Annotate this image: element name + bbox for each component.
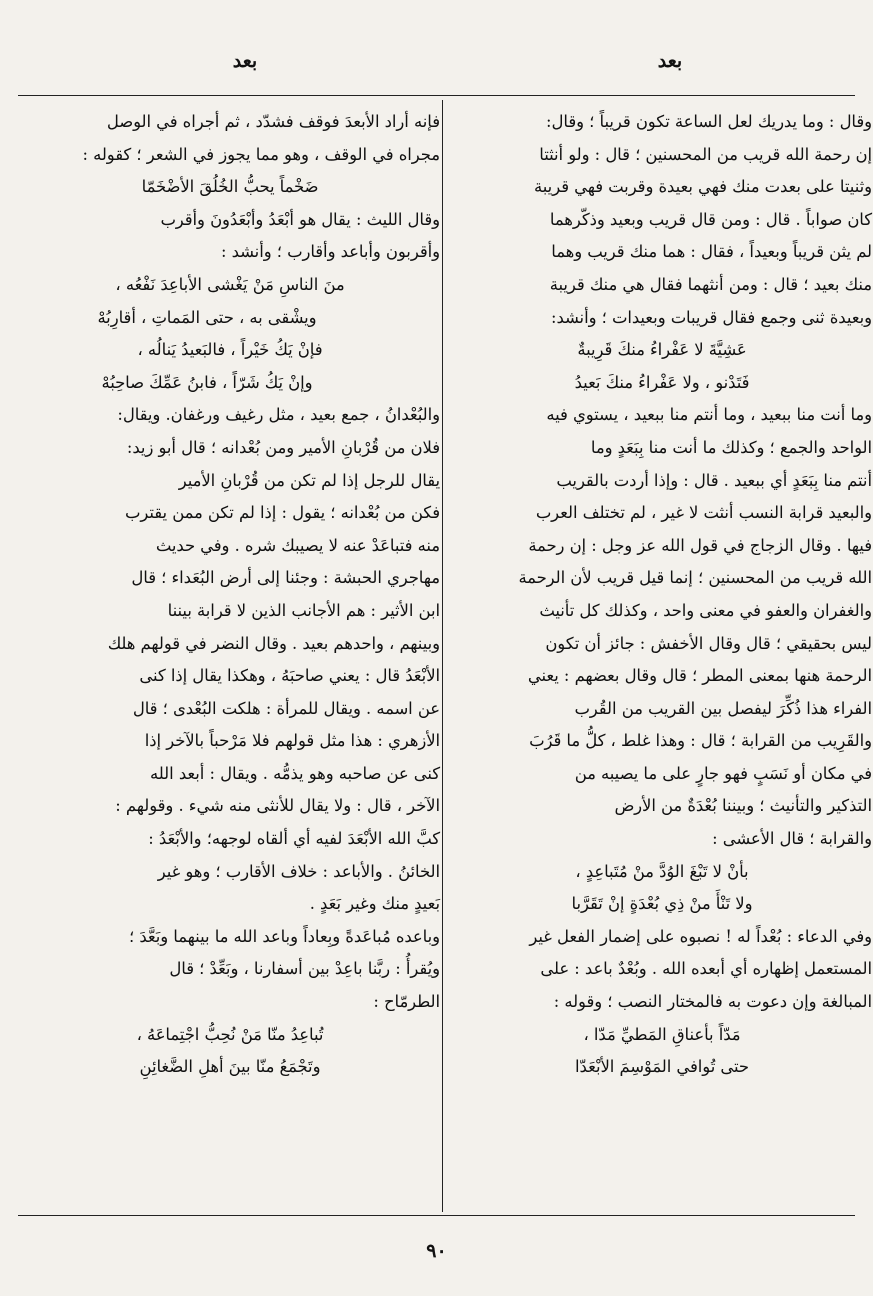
verse-line: مَدّاً بأعناقِ المَطيِّ مَدّا ،	[583, 1024, 741, 1044]
text-line: الواحد والجمع ؛ وكذلك ما أنت منا بِبَعَدٍ وما	[590, 437, 872, 457]
verse-line: وإنْ يَكُ شَرّاً ، فابنُ عَمِّكَ صاحِبُهْ	[101, 372, 313, 392]
verse-line: تُباعِدُ منّا مَنْ نُحِبُّ اجْتِماعَهُ ،	[136, 1024, 324, 1044]
text-line: الأبْعَدُ قال : يعني صاحبَهُ ، وهكذا يقال إذا كنى	[139, 666, 440, 686]
text-line: ابن الأثير : هم الأجانب الذين لا قرابة بيننا	[167, 600, 440, 620]
verse-line: منَ الناسِ مَنْ يَغْشى الأباعِدَ نَفْعُه ،	[115, 274, 345, 294]
text-line: ليس بحقيقي ؛ قال وقال الأخفش : جائز أن تكون	[545, 633, 872, 653]
footer-rule	[18, 1215, 855, 1216]
left-column	[20, 106, 440, 1084]
verse-line: بأنْ لا تَبْغَ الوُدَّ منْ مُتَباعِدٍ ،	[575, 861, 749, 881]
text-line: المبالغة وإن دعوت به فالمختار النصب ؛ وقوله :	[553, 992, 872, 1012]
text-line: والقرابة ؛ قال الأعشى :	[712, 829, 872, 849]
header-rule	[18, 95, 855, 96]
text-line: والبعيد قرابة النسب أنثت لا غير ، لم تختلف العرب	[535, 503, 872, 523]
text-line: الخائنُ . والأباعد : خلاف الأقارب ؛ وهو غير	[157, 861, 440, 881]
text-line: فيها . وقال الزجاج في قول الله عز وجل : إن رحمة	[528, 535, 872, 555]
text-line: كان صواباً . قال : ومن قال قريب وبعيد وذكّرهما	[549, 209, 872, 229]
text-line: وبعيدة ثنى وجمع فقال قريبات وبعيدات ؛ وأنشد:	[551, 307, 872, 327]
text-line: الرحمة هنها بمعنى المطر ؛ قال وقال بعضهم : يعني	[527, 666, 872, 686]
running-header-right: بعد	[657, 50, 683, 72]
verse-line: ولا تَنْأَ منْ ذِي بُعْدَةٍ إنْ تَقَرَّبا	[571, 894, 753, 914]
text-line: لم يثن قريباً وبعيداً ، فقال : هما منك قريب وهما	[551, 242, 872, 262]
text-line: الطرمّاح :	[373, 992, 440, 1012]
text-line: التذكير والتأنيث ؛ وبيننا بُعْدَةٌ من الأرض	[614, 796, 872, 816]
text-line: وثنيتا على بعدت منك فهي بعيدة وقربت فهي قريبة	[534, 177, 872, 197]
text-line: فلان من قُرْبانِ الأمير ومن بُعْدانه ؛ قال أبو زيد:	[126, 437, 440, 457]
text-line: الله قريب من المحسنين ؛ إنما قيل قريب لأن الرحمة	[518, 568, 872, 588]
text-line: الفراء هذا ذُكِّرَ ليفصل بين القريب من القُرب	[574, 698, 872, 718]
text-line: وبينهم ، واحدهم بعيد . وقال النضر في قولهم هلك	[107, 633, 440, 653]
text-line: وما أنت منا ببعيد ، وما أنتم منا ببعيد ، يستوي فيه	[546, 405, 872, 425]
text-line: مهاجري الحبشة : وجئنا إلى أرض البُعَداء ؛ قال	[131, 568, 440, 588]
text-line: عن اسمه . ويقال للمرأة : هلكت البُعْدى ؛ قال	[132, 698, 440, 718]
text-line: إن رحمة الله قريب من المحسنين ؛ قال : ولو أنثتا	[539, 144, 872, 164]
running-header-left: بعد	[232, 50, 258, 72]
text-line: مجراه في الوقف ، وهو مما يجوز في الشعر ؛ كقوله :	[82, 144, 440, 164]
text-line: بَعيدٍ منك وغير بَعَدٍ .	[309, 894, 440, 914]
text-line: يقال للرجل إذا لم تكن من قُرْبانِ الأمير	[178, 470, 440, 490]
text-line: وباعده مُباعَدةً وبِعاداً وباعد الله ما بينهما وبَعَّدَ ؛	[128, 926, 440, 946]
text-line: فإنه أراد الأبعدَ فوقف فشدّد ، ثم أجراه في الوصل	[106, 112, 440, 131]
text-line: ويُقرأُ : ربَّنا باعِدْ بين أسفارنا ، وبَعِّدْ ؛ قال	[169, 959, 440, 979]
verse-line: حتى تُوافي المَوْسِمَ الأبْعَدّا	[575, 1057, 749, 1077]
verse-line: وتَجْمَعُ منّا بينَ أهلِ الضَّغائِنِ	[139, 1057, 321, 1077]
text-line: فكن من بُعْدانه ؛ يقول : إذا لم تكن ممن يقترب	[125, 503, 440, 523]
right-column	[452, 106, 872, 1084]
verse-line: فَتَدْنو ، ولا عَفْراءُ منكَ بَعيدُ	[574, 372, 750, 392]
text-line: والقَرِيب من القرابة ؛ قال : وهذا غلط ، كلُّ ما قَرُبَ	[529, 731, 872, 751]
text-line: الأزهري : هذا مثل قولهم فلا مَرْحباً بالآخر إذا	[144, 731, 440, 751]
text-line: وقال الليث : يقال هو أبْعَدُ وأبْعَدُونَ وأقرب	[160, 209, 440, 229]
text-line: منه فتباعَدْ عنه لا يصيبك شره . وفي حديث	[155, 535, 440, 555]
text-line: والغفران والعفو في معنى واحد ، وكذلك كل تأنيث	[539, 600, 872, 620]
text-line: وفي الدعاء : بُعْداً له ! نصبوه على إضمار الفعل غير	[529, 926, 872, 946]
text-line: المستعمل إظهاره أي أبعده الله . وبُعْدٌ باعد : على	[540, 959, 872, 979]
column-divider	[442, 100, 443, 1212]
page-number: ٩٠	[426, 1240, 447, 1262]
text-line: منك بعيد ؛ قال : ومن أنثهما فقال هي منك قريبة	[549, 274, 872, 294]
text-line: والبُعْدانُ ، جمع بعيد ، مثل رغيف ورغفان. ويقال:	[117, 405, 440, 425]
text-line: في مكان أو نَسَبٍ فهو جارٍ على ما يصيبه من	[574, 763, 872, 783]
verse-line: فإنْ يَكُ خَيْراً ، فالبَعيدُ يَنالُه ،	[137, 340, 323, 360]
text-line: وأقربون وأباعد وأقارب ؛ وأنشد :	[220, 242, 440, 262]
verse-line: ويشْقى به ، حتى المَماتِ ، أقارِبُهْ	[97, 307, 317, 327]
verse-line: عَشِيَّةَ لا عَفْراءُ منكَ قَرِيبةٌ	[577, 340, 747, 360]
text-line: وقال : وما يدريك لعل الساعة تكون قريباً ؛ وقال:	[546, 112, 872, 131]
text-line: الآخر ، قال : ولا يقال للأنثى منه شيء . وقولهم :	[115, 796, 440, 816]
text-line: كبَّ الله الأبْعَدَ لفيه أي ألقاه لوجهه؛ والأبْعَدُ :	[148, 829, 440, 849]
text-line: أنتم منا بِبَعَدٍ أي ببعيد . قال : وإذا أردت بالقريب	[556, 470, 872, 490]
text-line: كنى عن صاحبه وهو يذمُّه . ويقال : أبعد الله	[150, 763, 440, 783]
verse-line: ضَخْماً يحبُّ الخُلُقَ الأضْخَمّا	[141, 177, 319, 197]
